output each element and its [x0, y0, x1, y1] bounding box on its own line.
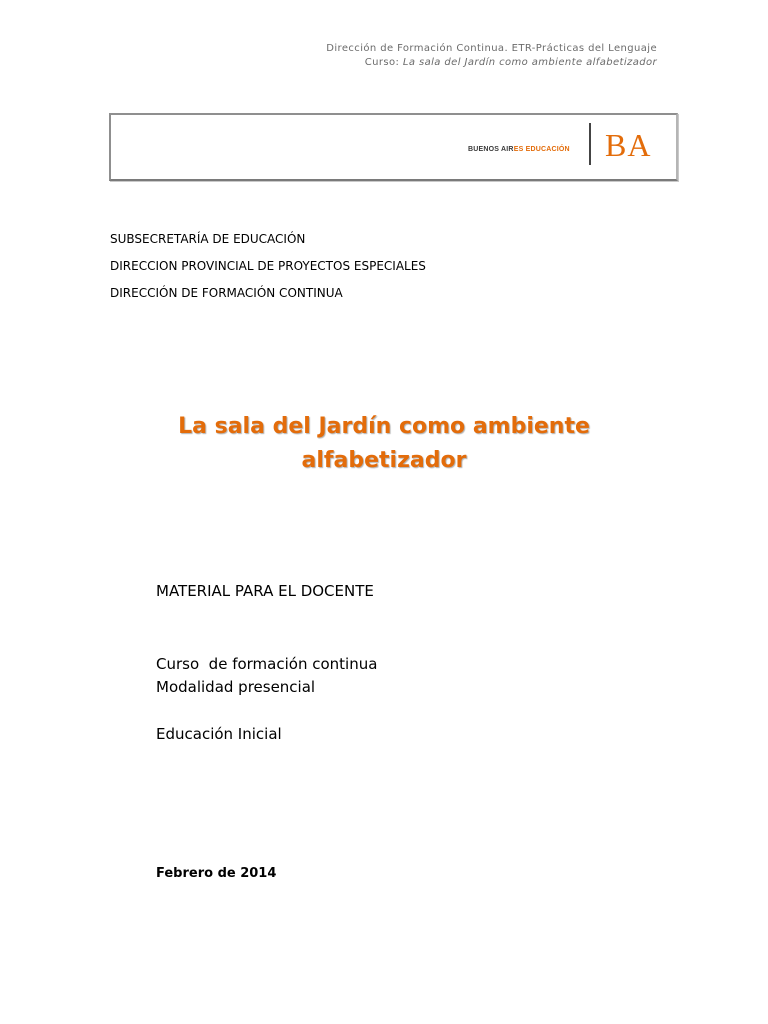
document-title-line1: La sala del Jardín como ambiente: [178, 414, 590, 439]
header-course-name: La sala del Jardín como ambiente alfabetizador: [402, 57, 657, 68]
education-level: Educación Inicial: [156, 725, 282, 743]
course-info: [156, 653, 377, 699]
org-line-subsecretaria: SUBSECRETARÍA DE EDUCACIÓN: [110, 232, 306, 246]
document-date: Febrero de 2014: [156, 866, 277, 881]
course-type: Curso de formación continua: [156, 655, 378, 673]
course-modality: Modalidad presencial: [156, 678, 316, 696]
header-department: Dirección de Formación Continua. ETR-Prácticas del Lenguaje: [326, 43, 657, 54]
document-title-line2: alfabetizador: [301, 448, 467, 473]
header-course-prefix: Curso:: [364, 57, 403, 68]
logo-tagline: [468, 146, 570, 153]
header-course: [326, 56, 657, 70]
logo-tagline-part1: BUENOS AIR: [468, 146, 514, 153]
material-label: MATERIAL PARA EL DOCENTE: [156, 582, 374, 600]
ba-logo: BA: [605, 127, 652, 163]
logo-tagline-part2: ES EDUCACIÓN: [513, 146, 570, 153]
logo-banner: [109, 113, 678, 181]
org-line-direccion-provincial: DIRECCION PROVINCIAL DE PROYECTOS ESPECIALES: [110, 259, 426, 273]
org-line-direccion-formacion: DIRECCIÓN DE FORMACIÓN CONTINUA: [110, 286, 343, 300]
page-header: [326, 42, 657, 70]
logo-divider: [589, 123, 591, 165]
document-title: [0, 410, 768, 478]
organization-block: [110, 226, 426, 307]
